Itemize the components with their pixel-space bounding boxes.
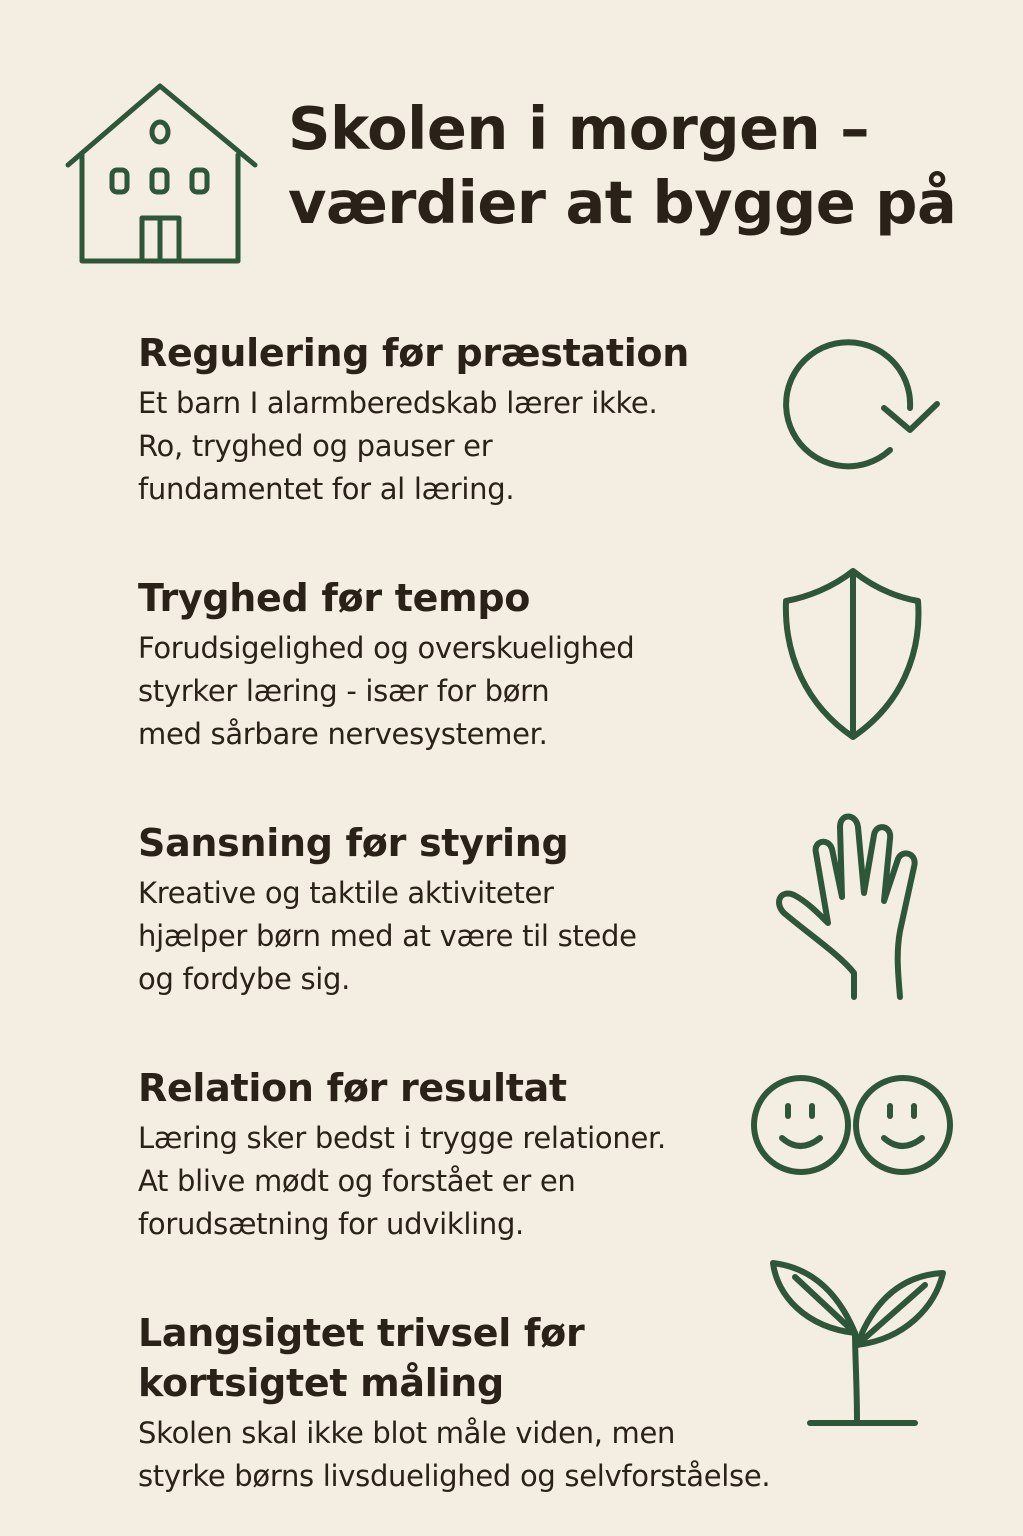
page-title bbox=[288, 92, 956, 240]
title-line-2: værdier at bygge på bbox=[288, 168, 957, 237]
section-body: Forudsigelighed og overskuelighed styrker læring - især for børn med sårbare nervesystemer. bbox=[138, 631, 635, 751]
section-regulering bbox=[138, 328, 758, 511]
school-house-icon bbox=[60, 80, 265, 270]
section-heading: Relation før resultat bbox=[138, 1066, 567, 1110]
section-body: Læring sker bedst i trygge relationer. At blive mødt og forstået er en forudsætning for udvikling. bbox=[138, 1121, 666, 1241]
two-smiley-faces-icon bbox=[748, 1070, 958, 1180]
section-heading: Regulering før præstation bbox=[138, 331, 689, 375]
section-heading: Sansning før styring bbox=[138, 821, 569, 865]
shield-icon bbox=[778, 565, 928, 745]
section-heading: Tryghed før tempo bbox=[138, 576, 531, 620]
section-body: Et barn I alarmberedskab lærer ikke. Ro, tryghed og pauser er fundamentet for al læring. bbox=[138, 386, 658, 506]
sprout-icon bbox=[765, 1255, 950, 1430]
section-sansning bbox=[138, 818, 758, 1001]
title-line-1: Skolen i morgen – bbox=[288, 94, 870, 163]
section-relation bbox=[138, 1063, 758, 1246]
section-body: Skolen skal ikke blot måle viden, men styrke børns livsduelighed og selvforståelse. bbox=[138, 1416, 771, 1493]
section-heading: Langsigtet trivsel før kortsigtet måling bbox=[138, 1311, 585, 1405]
refresh-arrow-icon bbox=[772, 338, 947, 488]
section-tryghed bbox=[138, 573, 758, 756]
section-body: Kreative og taktile aktiviteter hjælper børn med at være til stede og fordybe sig. bbox=[138, 876, 637, 996]
hand-icon bbox=[770, 805, 940, 1005]
